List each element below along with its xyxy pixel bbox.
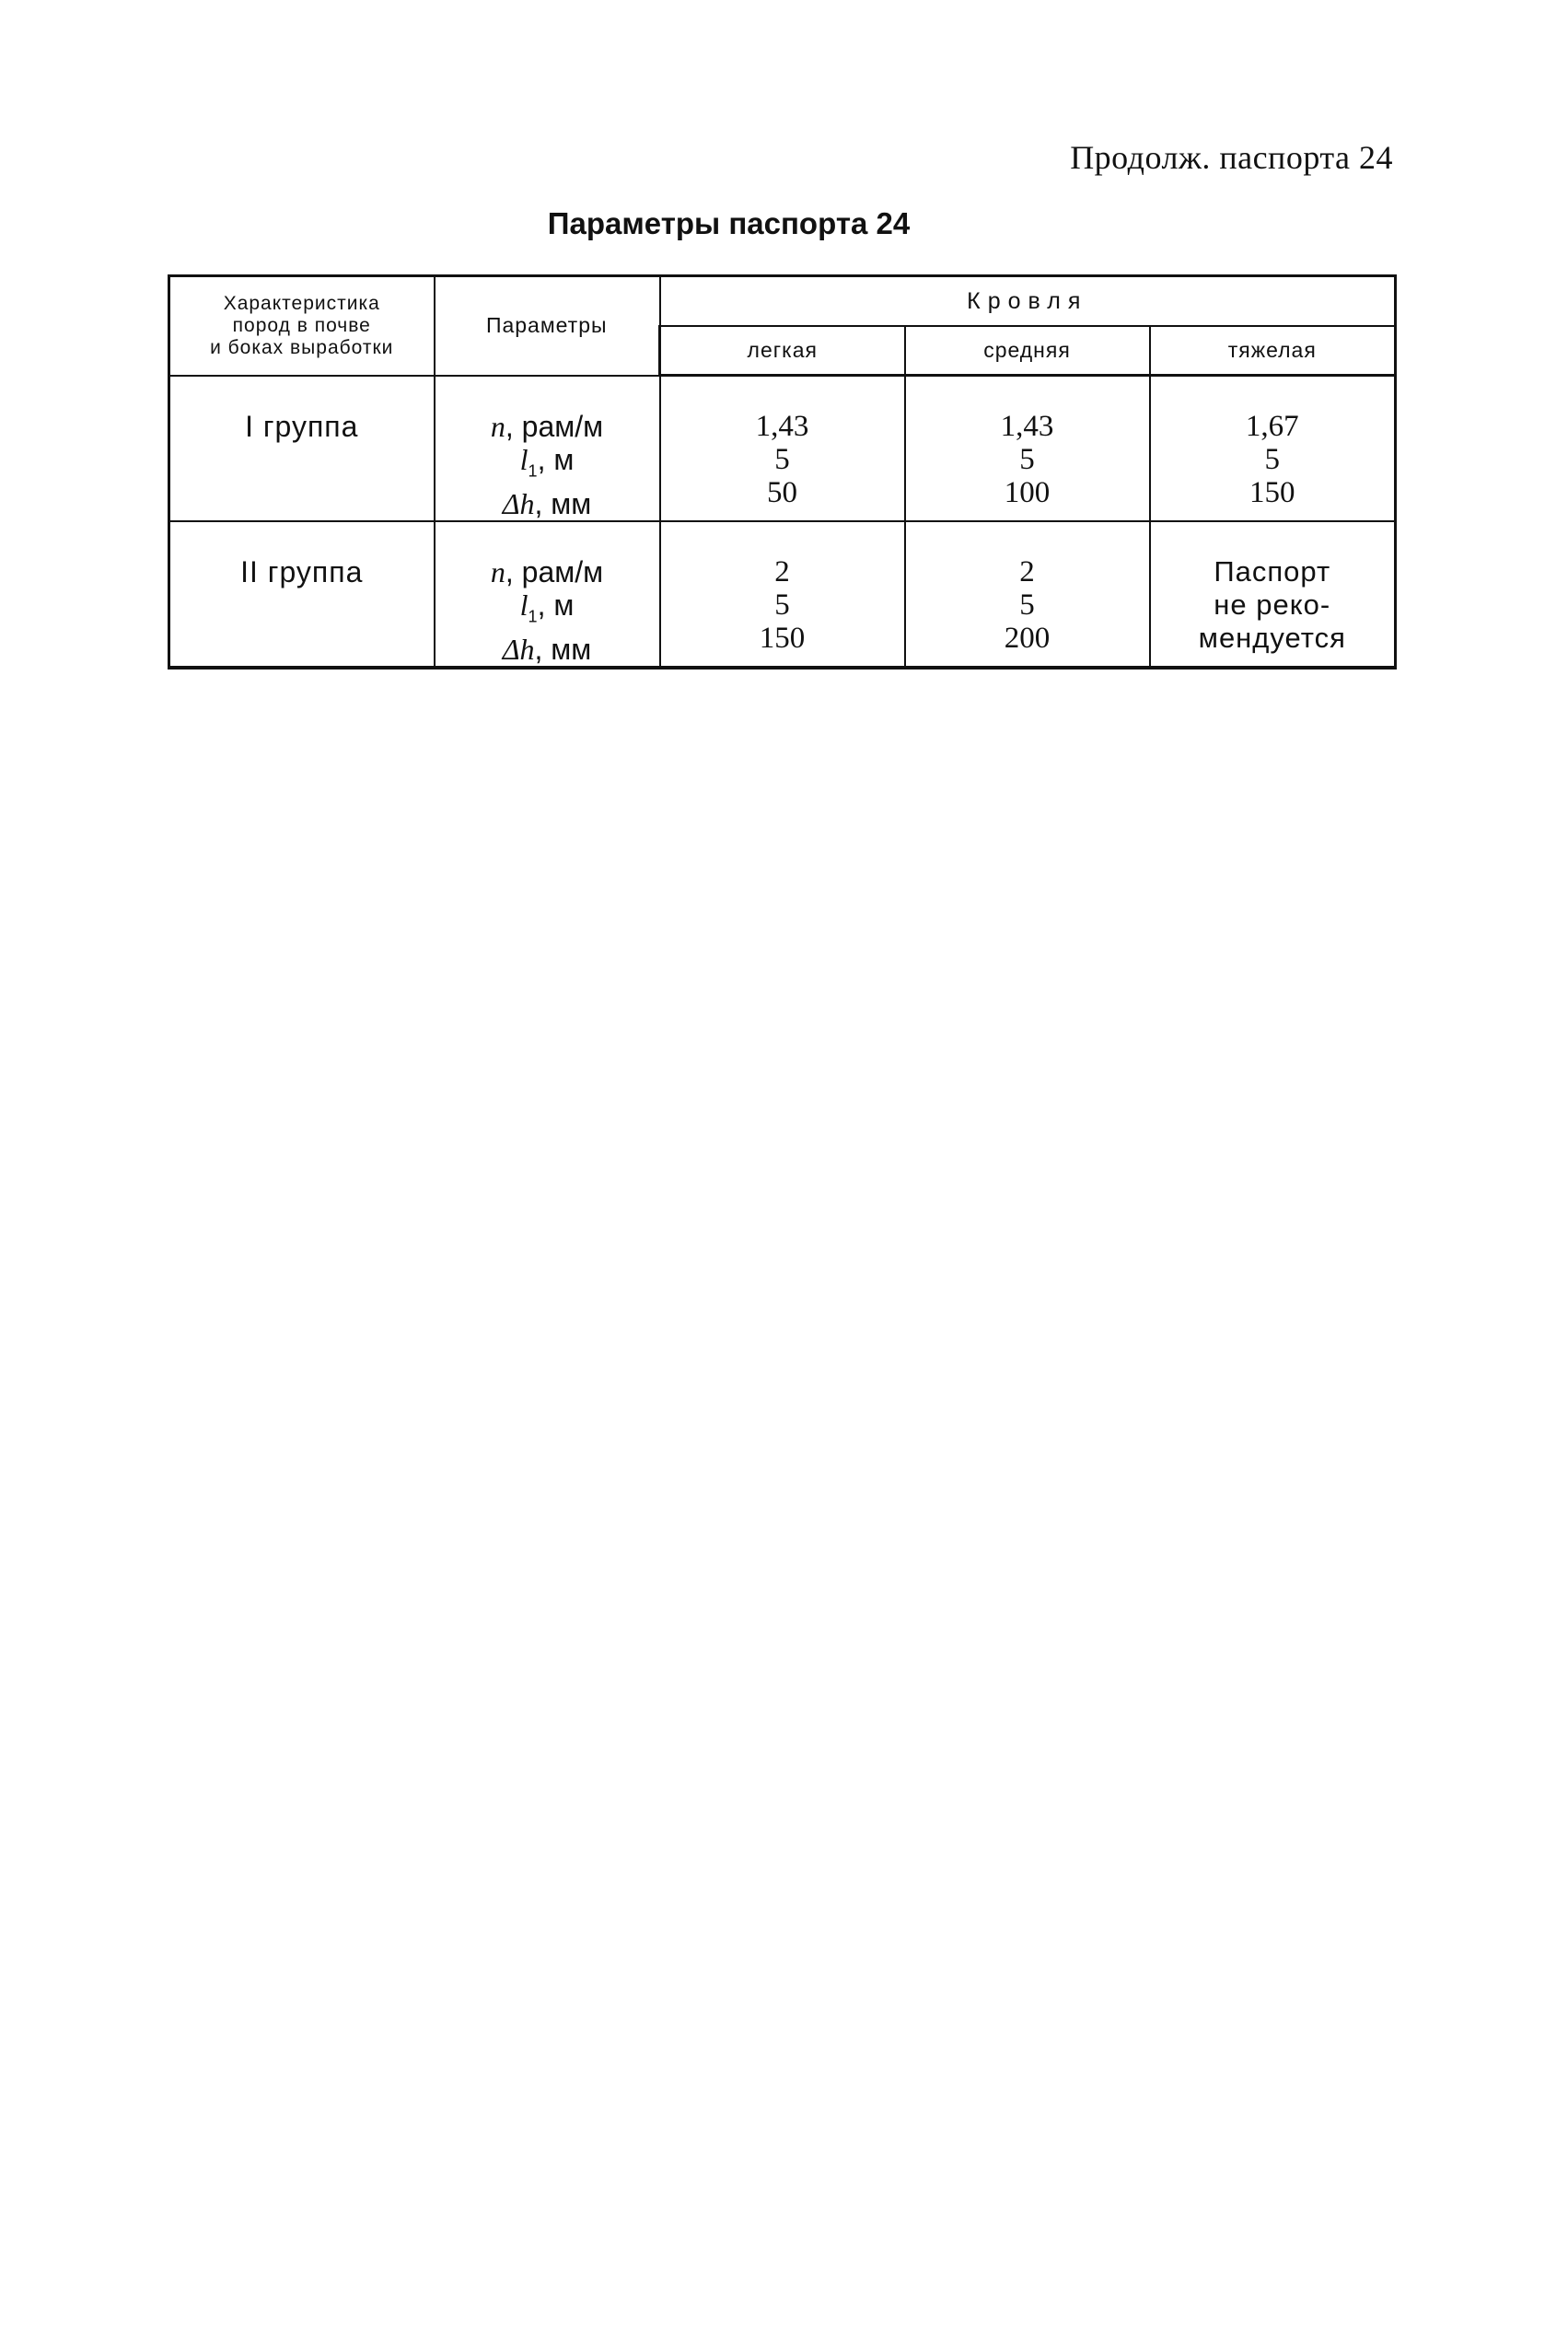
value-cell: 1,43 [1000,410,1054,443]
param-l1: $l_1$, м [519,442,575,480]
value-cell: 1,67 [1245,410,1299,443]
value-cell: 50 [767,476,797,509]
table-row [169,521,1396,668]
note-line: мендуется [1198,621,1346,654]
value-cell: 5 [1019,443,1035,476]
value-cell: 5 [774,588,790,622]
values-light [660,521,905,668]
values-light [660,376,905,521]
value-cell: 5 [1264,443,1280,476]
values-medium [905,376,1150,521]
header-characteristic-line: Характеристика [223,292,380,314]
value-cell: 2 [774,554,790,588]
value-cell: 200 [1004,621,1051,655]
header-characteristic [169,276,435,376]
value-cell: 1,43 [755,410,809,443]
parameter-labels [435,376,660,521]
header-roof-light: легкая [660,326,905,376]
passport-parameters-table [168,274,1397,670]
values-heavy [1150,376,1396,521]
continuation-label: Продолж. паспорта 24 [1070,139,1393,176]
group-label: II группа [169,521,435,668]
header-roof: Кровля [660,276,1396,327]
note-line: не реко- [1214,588,1331,621]
not-recommended-note [1150,521,1396,668]
header-characteristic-line: и боках выработки [210,336,394,358]
value-cell: 2 [1019,554,1035,588]
param-n: n, рам/м [490,554,604,588]
group-label: I группа [169,376,435,521]
header-characteristic-line: пород в почве [232,314,371,336]
note-line: Паспорт [1214,554,1331,588]
value-cell: 5 [774,443,790,476]
header-roof-medium: средняя [905,326,1150,376]
value-cell: 150 [1249,476,1295,509]
table-row [169,376,1396,521]
param-dh: Δh, мм [502,633,592,667]
value-cell: 150 [759,621,806,655]
parameter-labels [435,521,660,668]
header-roof-heavy: тяжелая [1150,326,1396,376]
param-dh: Δh, мм [502,486,592,520]
param-l1: $l_1$, м [519,588,575,626]
value-cell: 5 [1019,588,1035,622]
value-cell: 100 [1004,476,1051,509]
table-title: Параметры паспорта 24 [547,206,911,240]
header-parameters: Параметры [435,276,660,376]
values-medium [905,521,1150,668]
param-n: n, рам/м [490,409,604,443]
